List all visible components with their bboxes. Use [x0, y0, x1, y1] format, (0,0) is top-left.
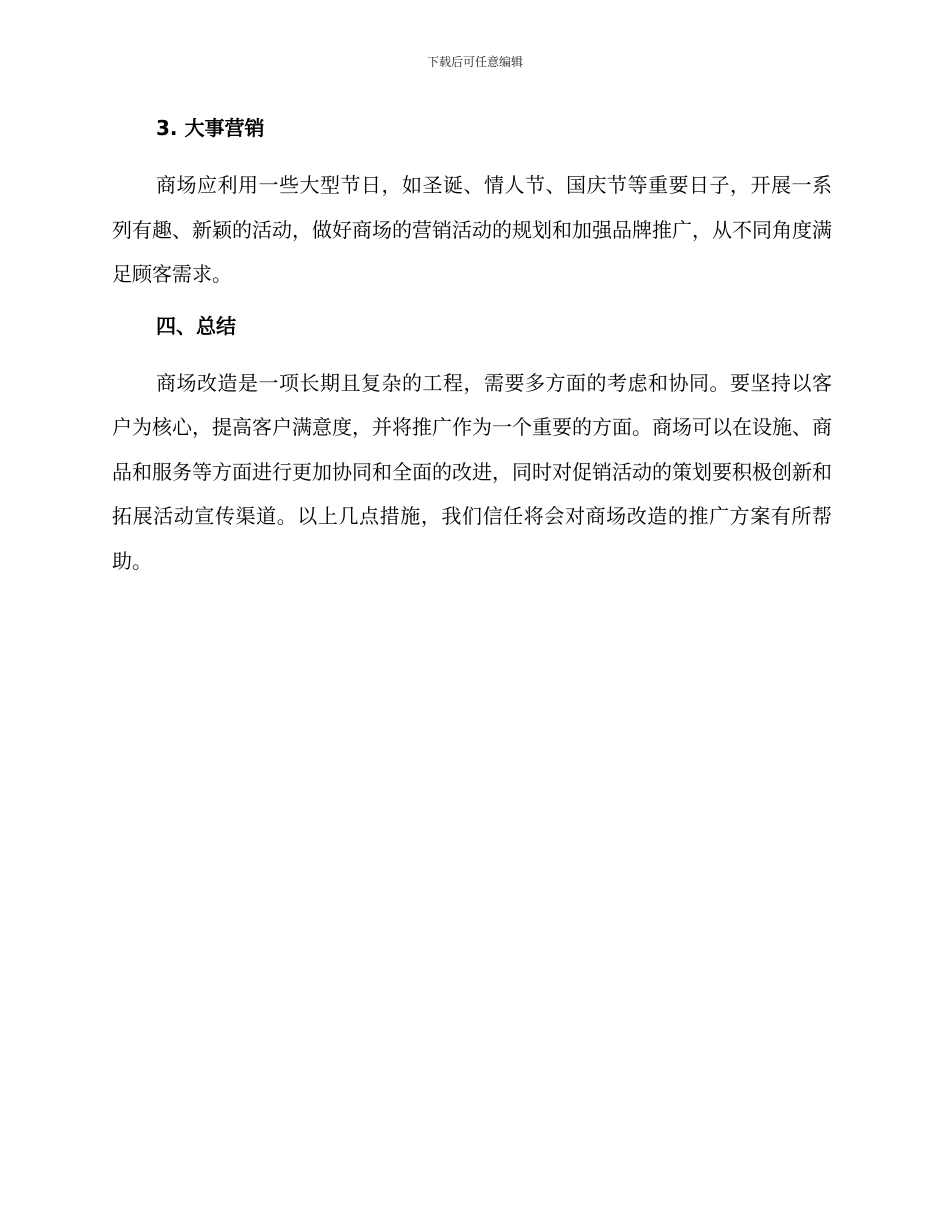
section-heading-marketing: 3. 大事营销	[156, 116, 265, 140]
document-body	[112, 112, 832, 583]
section-heading-summary: 四、总结	[156, 313, 236, 338]
section-paragraph-summary: 商场改造是一项长期且复杂的工程，需要多方面的考虑和协同。要坚持以客户为核心，提高客户满意度，并将推广作为一个重要的方面。商场可以在设施、商品和服务等方面进行更加协同和全面的改进，同时对促销活动的策划要积极创新和拓展活动宣传渠道。以上几点措施，我们信任将会对商场改造的推广方案有所帮助。	[112, 370, 832, 573]
section-paragraph-marketing: 商场应利用一些大型节日，如圣诞、情人节、国庆节等重要日子，开展一系列有趣、新颖的活动，做好商场的营销活动的规划和加强品牌推广，从不同角度满足顾客需求。	[112, 173, 832, 286]
page-header: 下载后可任意编辑	[426, 55, 523, 69]
